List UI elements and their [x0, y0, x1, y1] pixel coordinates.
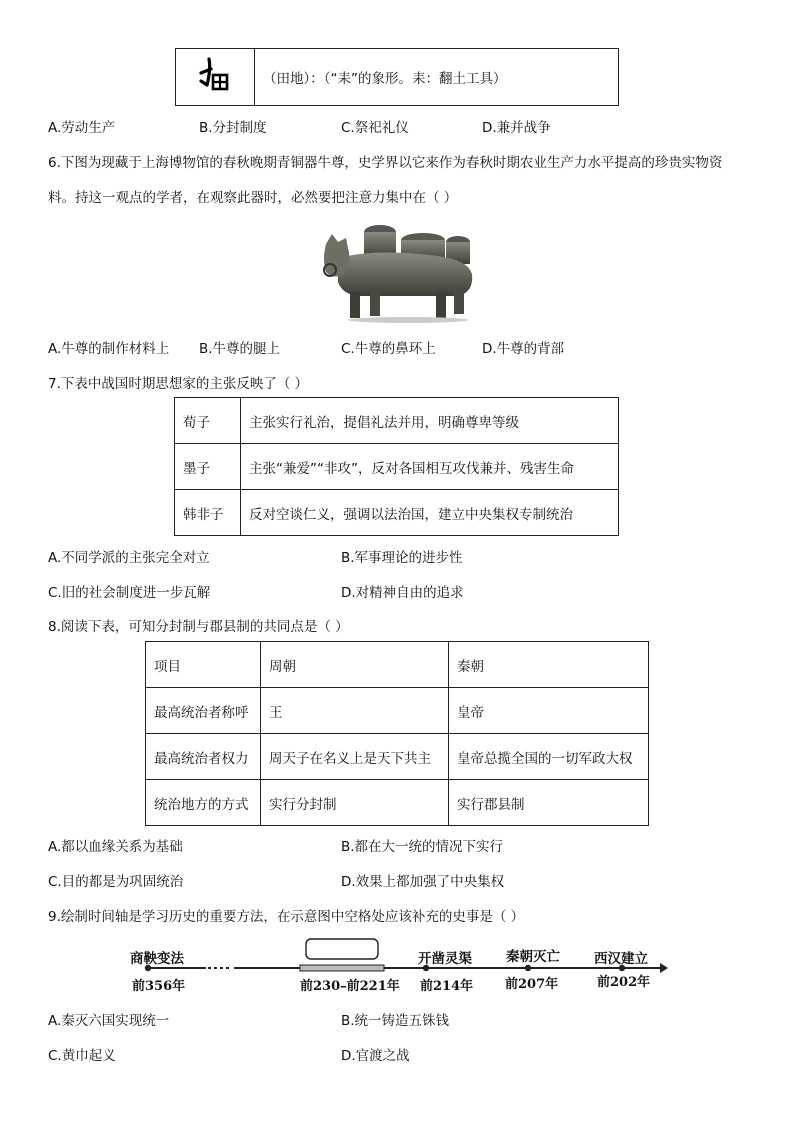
- q5-option-c[interactable]: C.祭祀礼仪: [341, 120, 409, 136]
- q7-option-b[interactable]: B.军事理论的进步性: [341, 550, 463, 566]
- q8-stem: 8.阅读下表，可知分封制与郡县制的共同点是（ ）: [48, 619, 349, 635]
- q5-option-d[interactable]: D.兼并战争: [482, 120, 551, 136]
- q8-option-a[interactable]: A.都以血缘关系为基础: [48, 839, 183, 855]
- table-cell: 实行分封制: [261, 780, 449, 826]
- q8-option-c[interactable]: C.目的都是为巩固统治: [48, 874, 184, 890]
- q6-stem-line2: 料。持这一观点的学者，在观察此器时，必然要把注意力集中在（ ）: [48, 190, 458, 206]
- table-header-cell: 秦朝: [449, 642, 649, 688]
- timeline-label: 西汉建立: [594, 951, 648, 967]
- q9-stem: 9.绘制时间轴是学习历史的重要方法，在示意图中空格处应该补充的史事是（ ）: [48, 909, 525, 925]
- thinkers-table: [174, 397, 619, 536]
- q7-option-d[interactable]: D.对精神自由的追求: [341, 585, 464, 601]
- q9-option-b[interactable]: B.统一铸造五铢钱: [341, 1013, 450, 1029]
- table-cell: 皇帝总揽全国的一切军政大权: [449, 734, 649, 780]
- timeline-label: 开凿灵渠: [418, 951, 472, 967]
- timeline-label: 秦朝灭亡: [506, 949, 560, 965]
- thinker-idea: 反对空谈仁义，强调以法治国，建立中央集权专制统治: [241, 490, 619, 536]
- timeline-year: 前214年: [420, 979, 474, 994]
- q6-option-a[interactable]: A.牛尊的制作材料上: [48, 341, 170, 357]
- table-row: [146, 642, 649, 688]
- table-cell: 皇帝: [449, 688, 649, 734]
- timeline-year: 前230–前221年: [300, 979, 400, 994]
- q6-option-d[interactable]: D.牛尊的背部: [482, 341, 565, 357]
- timeline-label: 商鞅变法: [130, 951, 184, 967]
- zhou-qin-comparison-table: [145, 641, 649, 826]
- table-cell: 统治地方的方式: [146, 780, 261, 826]
- bronze-ox-vessel-image: [318, 212, 478, 324]
- table-row: [175, 444, 619, 490]
- table-cell: 周天子在名义上是天下共主: [261, 734, 449, 780]
- thinker-name: 荀子: [175, 398, 241, 444]
- table-cell: 王: [261, 688, 449, 734]
- table-header-cell: 项目: [146, 642, 261, 688]
- q9-option-d[interactable]: D.官渡之战: [341, 1048, 410, 1064]
- q7-option-c[interactable]: C.旧的社会制度进一步瓦解: [48, 585, 211, 601]
- table-row: [146, 688, 649, 734]
- table-cell: 最高统治者称呼: [146, 688, 261, 734]
- timeline-year: 前207年: [505, 977, 559, 992]
- q8-option-b[interactable]: B.都在大一统的情况下实行: [341, 839, 504, 855]
- q5-option-b[interactable]: B.分封制度: [199, 120, 267, 136]
- timeline-span-bar: [300, 965, 384, 971]
- timeline-point: [525, 965, 531, 971]
- q7-stem: 7.下表中战国时期思想家的主张反映了（ ）: [48, 376, 309, 392]
- timeline-blank-box: [306, 939, 378, 959]
- table-row: [175, 398, 619, 444]
- q6-option-c[interactable]: C.牛尊的鼻环上: [341, 341, 436, 357]
- glyph-definition-table: [175, 48, 619, 106]
- table-row: [146, 734, 649, 780]
- timeline-year: 前356年: [132, 979, 186, 994]
- timeline-diagram: [120, 935, 680, 995]
- q7-option-a[interactable]: A.不同学派的主张完全对立: [48, 550, 210, 566]
- oracle-field-glyph-icon: [197, 55, 233, 95]
- thinker-idea: 主张“兼爱”“非攻”，反对各国相互攻伐兼并、残害生命: [241, 444, 619, 490]
- timeline-year: 前202年: [597, 975, 651, 990]
- q8-option-d[interactable]: D.效果上都加强了中央集权: [341, 874, 505, 890]
- q5-option-a[interactable]: A.劳动生产: [48, 120, 116, 136]
- thinker-name: 墨子: [175, 444, 241, 490]
- table-header-cell: 周朝: [261, 642, 449, 688]
- q9-option-a[interactable]: A.秦灭六国实现统一: [48, 1013, 170, 1029]
- thinker-idea: 主张实行礼治，提倡礼法并用，明确尊卑等级: [241, 398, 619, 444]
- oracle-glyph-cell: [176, 49, 255, 106]
- q6-option-b[interactable]: B.牛尊的腿上: [199, 341, 281, 357]
- table-row: [146, 780, 649, 826]
- table-cell: 实行郡县制: [449, 780, 649, 826]
- q9-option-c[interactable]: C.黄巾起义: [48, 1048, 116, 1064]
- table-row: [175, 490, 619, 536]
- glyph-definition: （田地）：（“耒”的象形。耒：翻土工具）: [255, 49, 619, 106]
- table-cell: 最高统治者权力: [146, 734, 261, 780]
- thinker-name: 韩非子: [175, 490, 241, 536]
- q6-stem-line1: 6.下图为现藏于上海博物馆的春秋晚期青铜器牛尊，史学界以它来作为春秋时期农业生产力水平提高的珍贵实物资: [48, 155, 723, 171]
